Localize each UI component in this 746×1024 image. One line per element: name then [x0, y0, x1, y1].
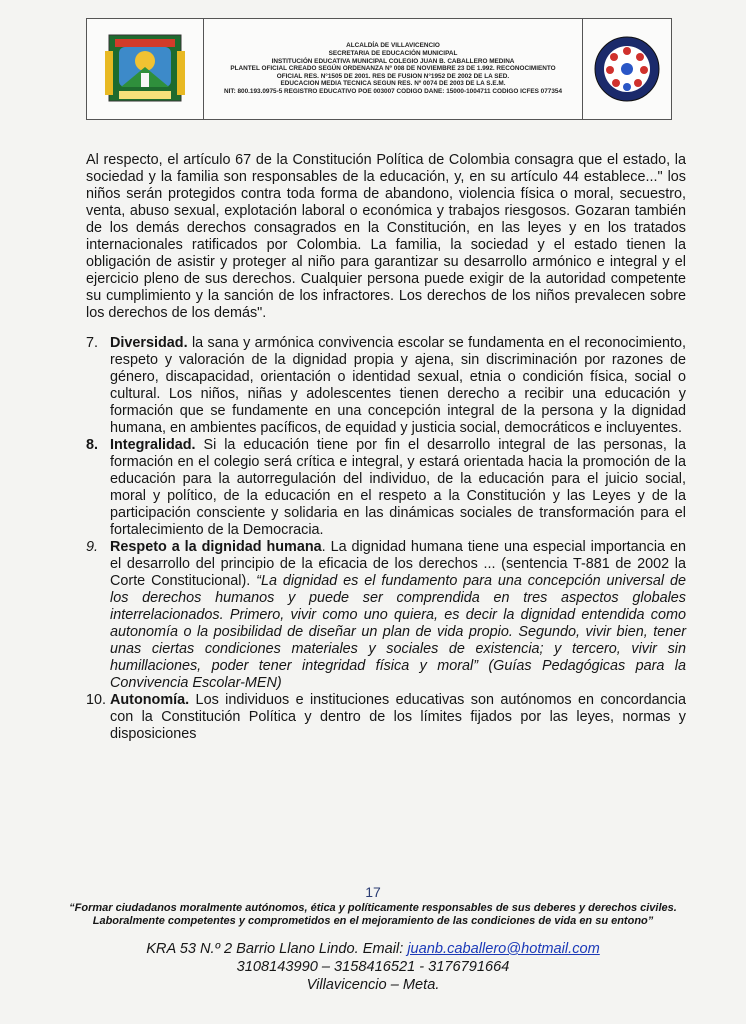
item-body	[110, 437, 686, 539]
item-quote: “La dignidad es el fundamento para una concepción universal de los derechos humanos y puede ser comprendida en tres aspectos globales interrelacionados. Primero, vivir como uno quiera, es decir la dignidad entendida como autonomía o la posibilidad de diseñar un plan de vida propio. Segundo, vivir bien, tener unas ciertas condiciones materiales y sociales de existencia; y tercero, vivir sin humillaciones, poder tener integridad física y moral” (Guías Pedagógicas para la Convivencia Escolar-MEN)	[110, 573, 686, 691]
list-item	[86, 692, 686, 743]
right-logo-cell	[582, 19, 671, 119]
item-body	[110, 692, 686, 743]
header-line: EDUCACION MEDIA TECNICA SEGUN RES. Nº 0074 DE 2003 DE LA S.E.M.	[280, 80, 506, 88]
item-number: 8.	[86, 437, 99, 453]
header-line: OFICIAL RES. N°1505 DE 2001. RES DE FUSION N°1952 DE 2002 DE LA SED.	[276, 72, 510, 80]
item-title: Respeto a la dignidad humana	[110, 539, 322, 555]
item-text: Si la educación tiene por fin el desarrollo integral de las personas, la formación en el colegio será crítica e integral, y estará orientada hacia la promoción de la educación para la autorregulación del individuo, de la educación para el juicio social, moral y político, de la educación en el respeto a la Constitución y las Leyes y de la participación consciente y solidaria en las dinámicas sociales de transformación para el fortalecimiento de la Democracia.	[110, 437, 686, 538]
page-content	[86, 152, 686, 743]
list-item	[86, 335, 686, 437]
item-number: 9.	[86, 539, 99, 555]
principles-list	[86, 335, 686, 743]
municipal-shield-icon	[103, 31, 187, 107]
intro-paragraph: Al respecto, el artículo 67 de la Constitución Política de Colombia consagra que el estado, la sociedad y la familia son responsables de la educación, y, en su artículo 44 establece..." los niños serán protegidos contra toda forma de abandono, violencia física o moral, secuestro, venta, abuso sexual, explotación laboral o económica y trabajos riesgosos. Gozaran también de los demás derechos consagrados en la Constitución, en las leyes y en los tratados internacionales ratificados por Colombia. La familia, la sociedad y el estado tienen la obligación de asistir y proteger al niño para garantizar su desarrollo armónico e integral y el ejercicio pleno de sus derechos. Cualquier persona puede exigir de la autoridad competente su cumplimiento y la sanción de los infractores. Los derechos de los niños prevalecen sobre los derechos de los demás".	[86, 152, 686, 321]
page-number: 17	[365, 884, 381, 900]
letterhead-text	[204, 19, 582, 119]
header-line: NIT: 800.193.0975-5 REGISTRO EDUCATIVO POE 003007 CODIGO DANE: 15000-1004711 CODIGO ICFES 077354	[223, 87, 563, 95]
institution-seal-icon	[592, 34, 662, 104]
item-text: la sana y armónica convivencia escolar se fundamenta en el reconocimiento, respeto y valoración de la dignidad propia y ajena, sin discriminación por razones de género, discapacidad, orientación o identidad sexual, etnia o condición física, social o cultural. Los niños, niñas y adolescentes tienen derecho a recibir una educación y formación que se fundamente en una concepción integral de la persona y la dignidad humana, en ambientes pacíficos, de equidad y justicia social, democráticos e incluyentes.	[110, 335, 686, 436]
left-logo-cell	[87, 19, 204, 119]
page-footer	[0, 884, 746, 994]
institution-motto: “Formar ciudadanos moralmente autónomos, ética y políticamente responsables de sus deberes y derechos civiles. Laboralmente competentes y comprometidos en el mejoramiento de las condiciones de vida en su entono”	[69, 902, 677, 927]
header-line: SECRETARIA DE EDUCACIÓN MUNICIPAL	[328, 50, 458, 58]
letterhead	[86, 18, 672, 120]
header-line: PLANTEL OFICIAL CREADO SEGÚN ORDENANZA Nº 008 DE NOVIEMBRE 23 DE 1.992. RECONOCIMIENTO	[230, 65, 556, 73]
item-title: Diversidad.	[110, 335, 188, 351]
header-line: ALCALDÍA DE VILLAVICENCIO	[346, 42, 440, 50]
item-number: 10.	[86, 692, 107, 708]
email-link[interactable]: juanb.caballero@hotmail.com	[407, 941, 600, 957]
header-line: INSTITUCIÓN EDUCATIVA MUNICIPAL COLEGIO JUAN B. CABALLERO MEDINA	[271, 57, 515, 65]
item-body	[110, 539, 686, 692]
list-item	[86, 539, 686, 692]
address-text: KRA 53 N.º 2 Barrio Llano Lindo. Email:	[146, 941, 408, 957]
item-title: Integralidad.	[110, 437, 196, 453]
item-text: Los individuos e instituciones educativas son autónomos en concordancia con la Constitución Política y dentro de los límites fijados por las leyes, normas y disposiciones	[110, 692, 686, 742]
list-item	[86, 437, 686, 539]
phone-numbers: 3108143990 – 3158416521 - 3176791664	[236, 959, 510, 975]
item-text: . La dignidad humana tiene una especial importancia en el desarrollo del principio de la eficacia de los derechos ... (sentencia T-881 de 2002 la Corte Constitucional).	[110, 539, 686, 589]
item-number: 7.	[86, 335, 99, 351]
item-body	[110, 335, 686, 437]
city-line: Villavicencio – Meta.	[306, 977, 440, 993]
item-title: Autonomía.	[110, 692, 190, 708]
address-line	[0, 940, 746, 958]
